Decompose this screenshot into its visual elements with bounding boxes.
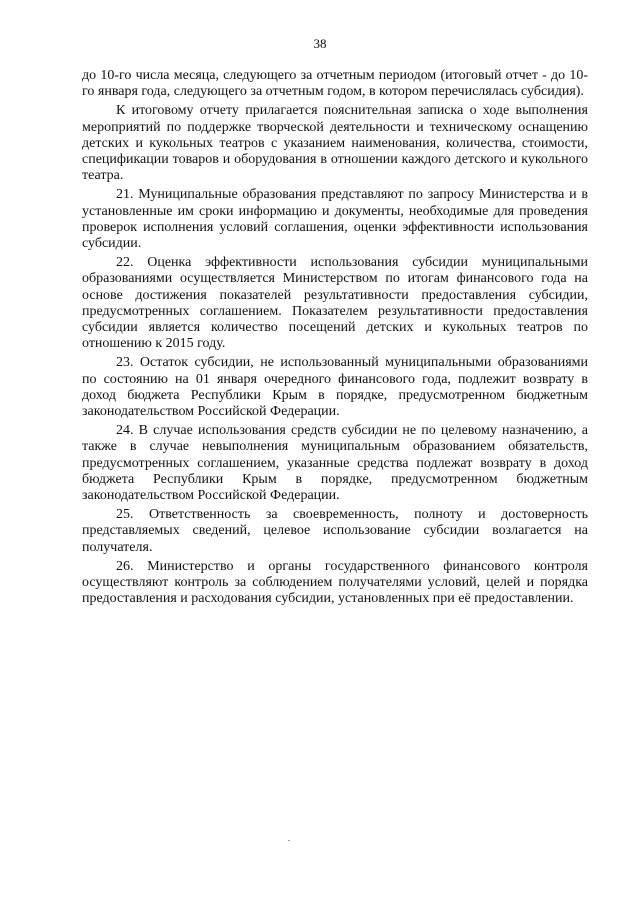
paragraph-continuation: до 10-го числа месяца, следующего за отчетным периодом (итоговый отчет - до 10-го января года, следующего за отчетным годом, в котором перечислялась субсидия). — [82, 68, 588, 100]
paragraph-22: 22. Оценка эффективности использования субсидии муниципальными образованиями осуществляется Министерством по итогам финансового года на основе достижения показателей результативности предоставления субсидии, предусмотренных соглашением. Показателем результативности предоставления субсидии является количество посещений детских и кукольных театров по отношению к 2015 году. — [82, 255, 588, 352]
paragraph-21: 21. Муниципальные образования представляют по запросу Министерства и в установленные им сроки информацию и документы, необходимые для проведения проверок исполнения условий соглашения, оценки эффективности использования субсидии. — [82, 187, 588, 252]
paragraph-25: 25. Ответственность за своевременность, полноту и достоверность представляемых сведений, целевое использование субсидии возлагается на получателя. — [82, 507, 588, 555]
paragraph-final-report-note: К итоговому отчету прилагается пояснительная записка о ходе выполнения мероприятий по поддержке творческой деятельности и техническому оснащению детских и кукольных театров с указанием наименования, количества, стоимости, спецификации товаров и оборудования в отношении каждого детского и кукольного театра. — [82, 103, 588, 184]
scan-speck — [288, 840, 290, 841]
page-number: 38 — [313, 36, 327, 51]
paragraph-26: 26. Министерство и органы государственного финансового контроля осуществляют контроль за соблюдением получателями условий, целей и порядка предоставления и расходования субсидии, установленных при её предоставлении. — [82, 558, 588, 607]
paragraph-23: 23. Остаток субсидии, не использованный муниципальными образованиями по состоянию на 01 января очередного финансового года, подлежит возврату в доход бюджета Республики Крым в порядке, предусмотренном бюджетным законодательством Российской Федерации. — [82, 355, 588, 420]
document-body — [82, 68, 588, 611]
paragraph-24: 24. В случае использования средств субсидии не по целевому назначению, а также в случае невыполнения муниципальным образованием обязательств, предусмотренных соглашением, указанные средства подлежат возврату в доход бюджета Республики Крым в порядке, предусмотренном бюджетным законодательством Российской Федерации. — [82, 423, 588, 504]
